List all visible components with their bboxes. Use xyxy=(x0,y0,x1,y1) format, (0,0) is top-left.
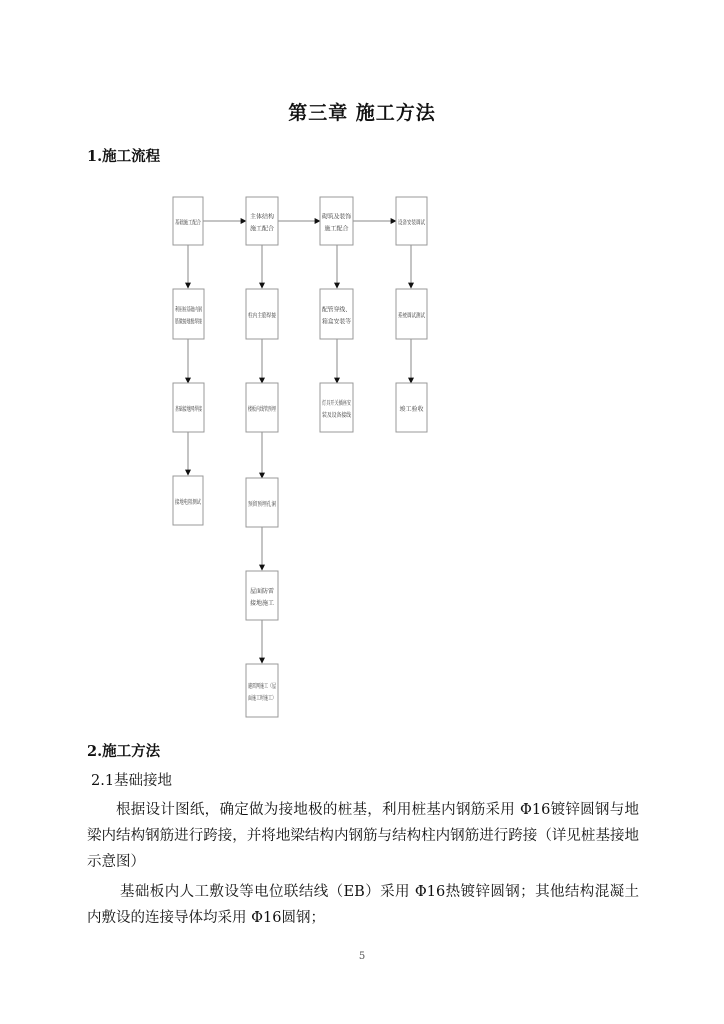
page-number: 5 xyxy=(358,951,366,962)
flowchart-box xyxy=(396,197,435,245)
flowchart-box xyxy=(396,289,435,339)
flowchart-box xyxy=(173,383,218,432)
flowchart-box xyxy=(173,197,212,245)
flowchart-box-label: 施工配合 xyxy=(250,225,275,233)
flowchart-box xyxy=(246,197,278,245)
flowchart-box-frame xyxy=(320,197,353,245)
flowchart-box-label: 预留预埋孔洞 xyxy=(248,501,285,509)
flowchart-box-label: 主体结构 xyxy=(250,213,275,221)
flowchart-box-label: 基础施工配合 xyxy=(175,219,212,227)
flowchart-box-label: 配管穿线、 xyxy=(322,306,353,314)
flowchart-box-frame xyxy=(173,289,218,339)
flowchart-box-label: 设备安装调试 xyxy=(398,219,435,227)
flowchart-box-frame xyxy=(246,197,278,245)
flowchart-box-label: 筋做接地极焊接 xyxy=(175,318,218,326)
flowchart-box-label: 装及设备接线 xyxy=(322,412,359,420)
flowchart-box-label: 避雷网施工（屋 xyxy=(248,683,291,691)
flowchart-box-label: 柱内主筋焊接 xyxy=(248,312,285,320)
paragraph-pile-grounding: 根据设计图纸，确定做为接地极的桩基，利用桩基内钢筋采用 Φ16镀锌圆钢与地梁内结构钢筋进行跨接，并将地梁结构内钢筋与结构柱内钢筋进行跨接（详见桩基接地示意图） xyxy=(87,802,639,870)
flowchart-box xyxy=(246,383,291,432)
flowchart-box xyxy=(246,571,278,620)
flowchart-box xyxy=(173,476,212,525)
flowchart-box-label: 箱盒安装等 xyxy=(322,318,353,326)
flowchart-box xyxy=(246,289,285,339)
flowchart-box xyxy=(320,383,365,432)
flowchart-box-label: 灯具开关插座安 xyxy=(322,400,365,408)
flowchart-box xyxy=(320,197,353,245)
flowchart-box xyxy=(396,383,427,432)
flowchart-box xyxy=(320,289,353,339)
subsection-heading-foundation-grounding: 2.1基础接地 xyxy=(91,773,173,789)
paragraph-equipotential-bonding: 基础板内人工敷设等电位联结线（EB）采用 Φ16热镀锌圆钢；其他结构混凝土内敷设的连接导体均采用 Φ16圆钢； xyxy=(87,884,639,926)
chapter-title: 第三章 施工方法 xyxy=(288,102,436,124)
flowchart-box-label: 施工配合 xyxy=(324,225,349,233)
flowchart-box xyxy=(246,478,285,527)
flowchart-box-label: 面施工时施工） xyxy=(248,695,291,703)
section-heading-construction-methods: 2.施工方法 xyxy=(87,743,161,760)
flowchart-box-frame xyxy=(320,383,365,432)
flowchart-box-label: 屋面防雷 xyxy=(250,588,275,596)
flowchart-box-frame xyxy=(246,571,278,620)
section-heading-construction-flow: 1.施工流程 xyxy=(87,148,161,165)
flowchart-box xyxy=(173,289,218,339)
flowchart-box-frame xyxy=(246,664,291,717)
flowchart-box-label: 竣工验收 xyxy=(399,406,424,414)
flowchart-box-label: 接地电阻测试 xyxy=(175,499,212,507)
flowchart-box xyxy=(246,664,291,717)
flowchart-box-label: 接地施工 xyxy=(250,600,275,608)
flowchart-box-label: 基础接地网焊接 xyxy=(175,406,218,414)
flowchart-box-label: 利用桩基础内钢 xyxy=(175,306,218,314)
flowchart-box-label: 砌筑及装饰 xyxy=(322,213,353,221)
flowchart-box-label: 系统调试测试 xyxy=(398,312,435,320)
flowchart-box-label: 楼板内线管预埋 xyxy=(248,406,291,414)
flowchart-box-frame xyxy=(320,289,353,339)
